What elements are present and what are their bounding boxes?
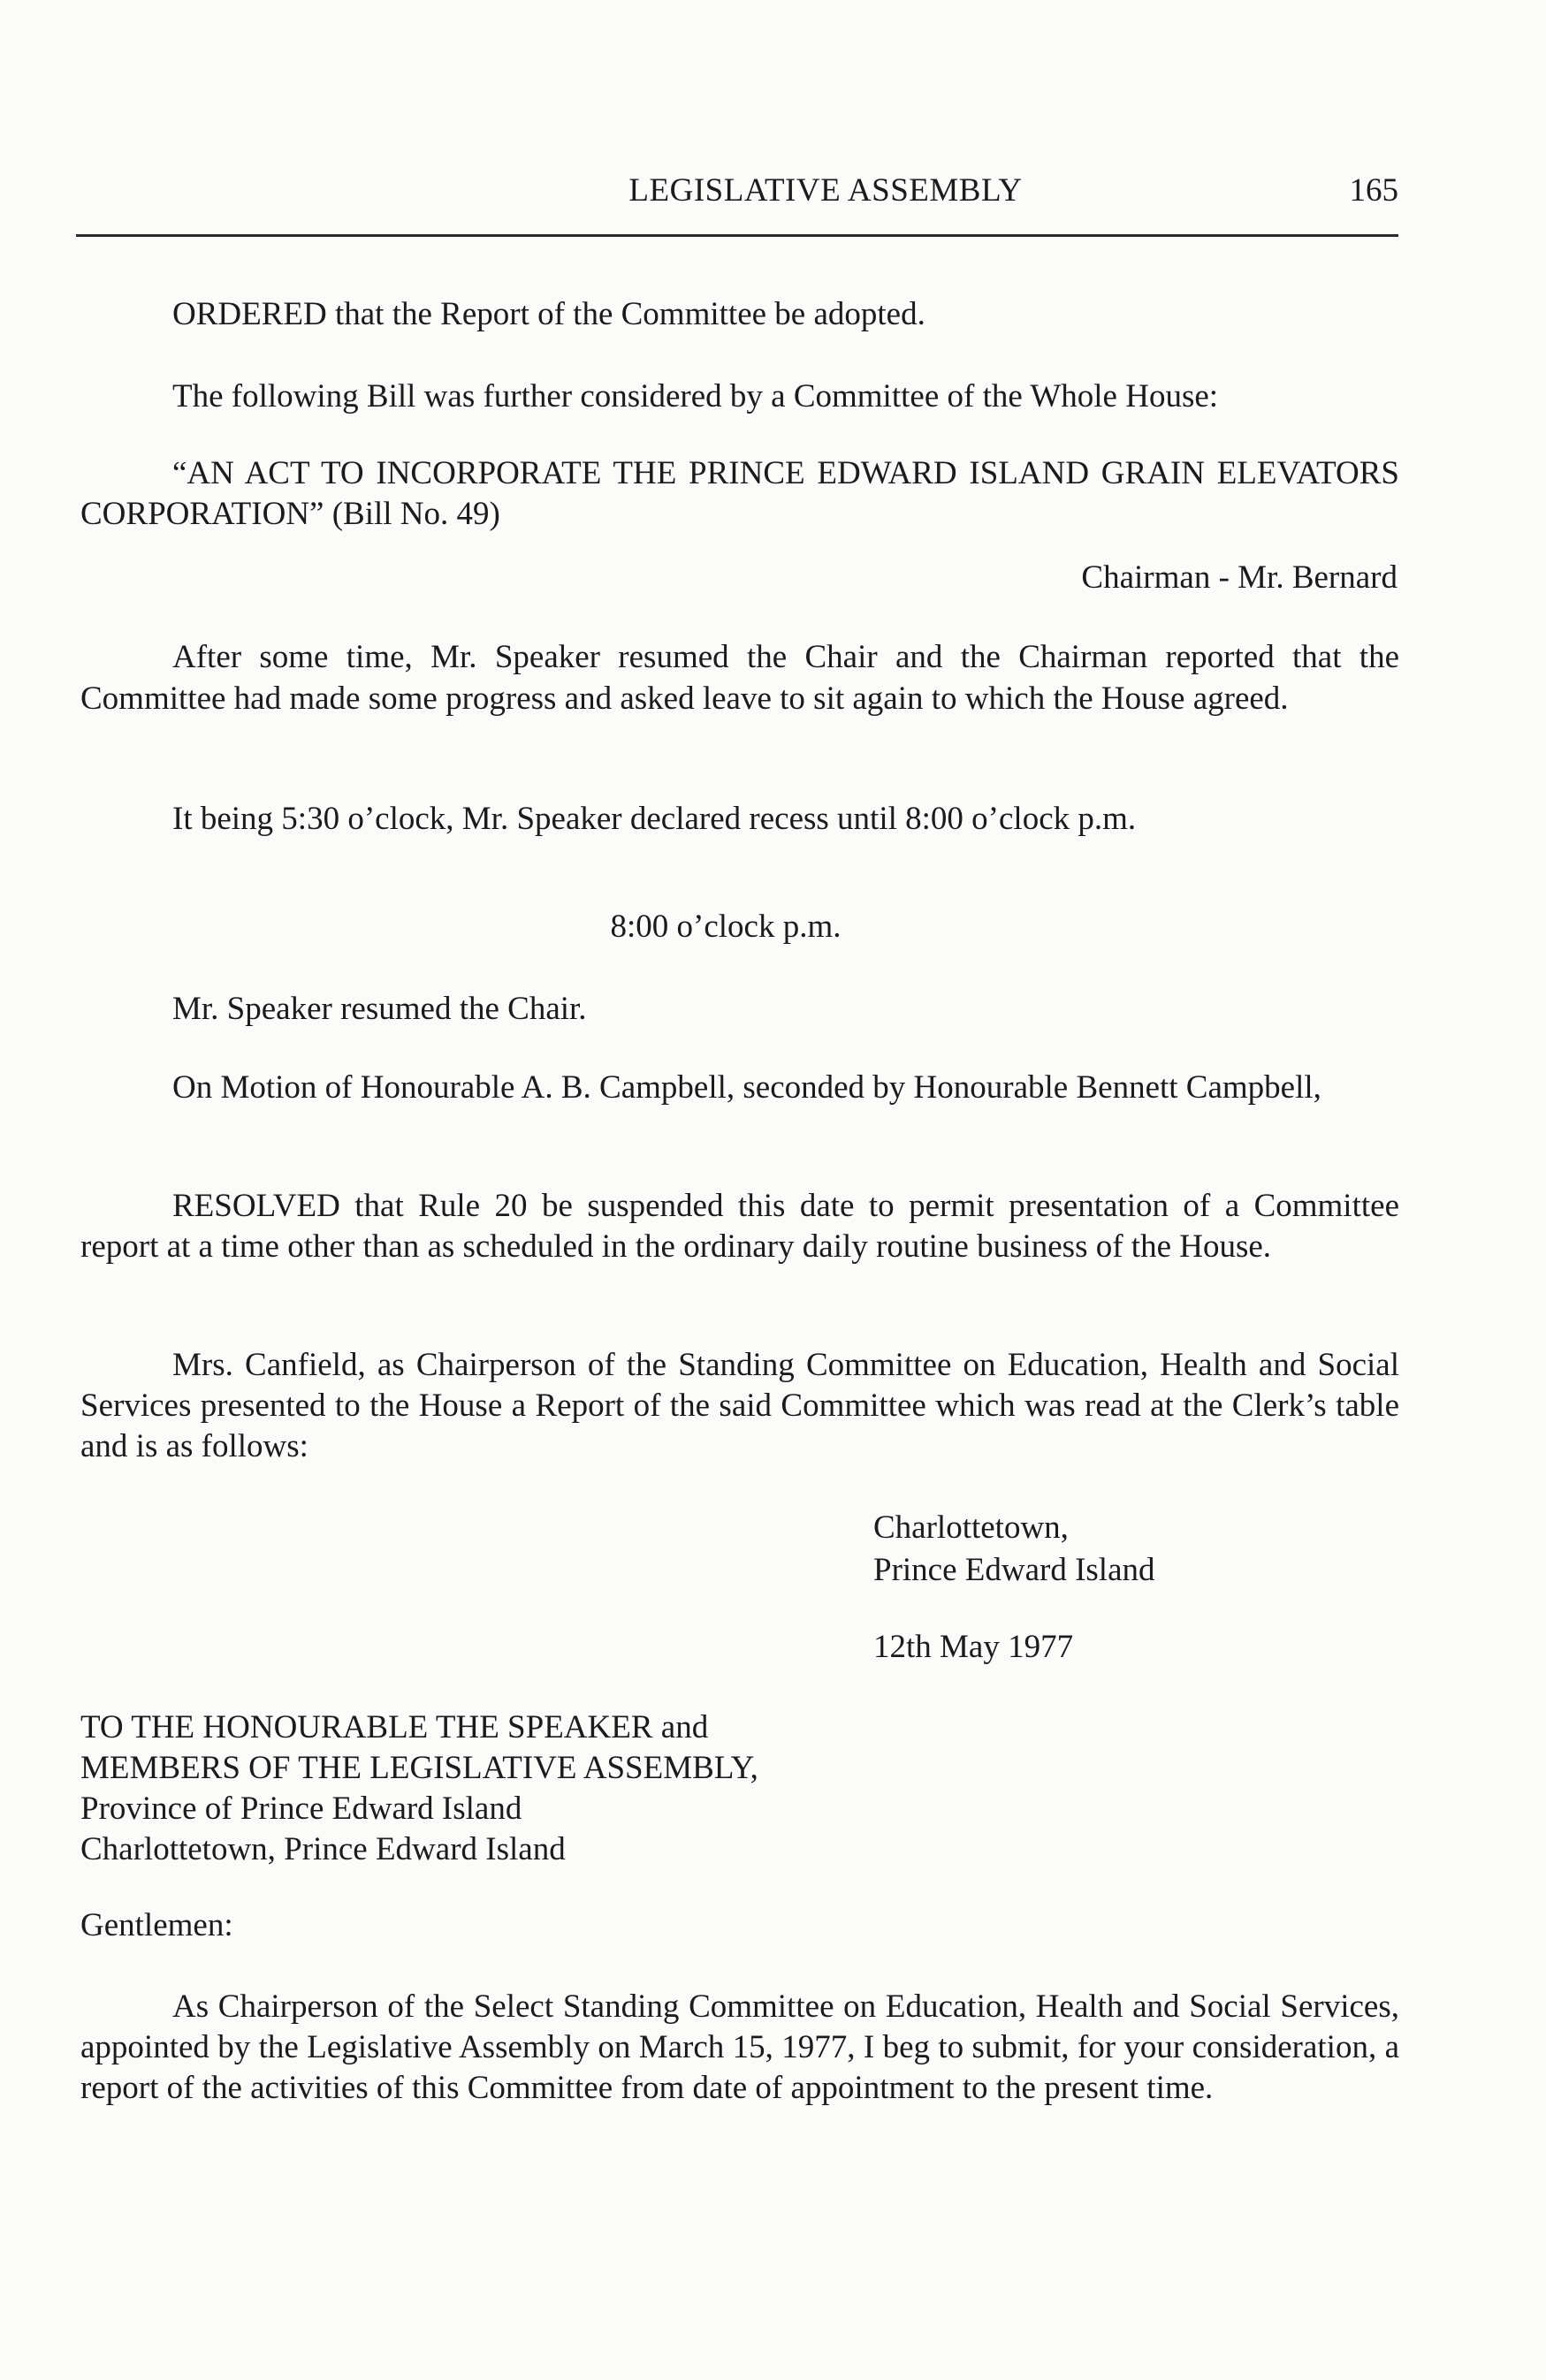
letter-place bbox=[873, 1507, 1155, 1592]
bill-title-paragraph: “AN ACT TO INCORPORATE THE PRINCE EDWARD ISLAND GRAIN ELEVATORS CORPORATION” (Bill No. 49) bbox=[80, 455, 1399, 532]
recess-paragraph: It being 5:30 o’clock, Mr. Speaker declared recess until 8:00 o’clock p.m. bbox=[172, 801, 1137, 837]
addressee-line: MEMBERS OF THE LEGISLATIVE ASSEMBLY, bbox=[80, 1750, 758, 1786]
letter-date: 12th May 1977 bbox=[873, 1629, 1074, 1665]
canfield-paragraph: Mrs. Canfield, as Chairperson of the Standing Committee on Education, Health and Social Services presented to the House a Report of the said Committee which was read at the Clerk’s table and is as follows: bbox=[80, 1347, 1399, 1464]
bill-considered-paragraph: The following Bill was further considered by a Committee of the Whole House: bbox=[172, 378, 1219, 414]
page-header bbox=[76, 168, 1398, 232]
running-title: LEGISLATIVE ASSEMBLY bbox=[628, 172, 1023, 209]
addressee-line: Charlottetown, Prince Edward Island bbox=[80, 1831, 566, 1867]
speaker-resumed-paragraph: Mr. Speaker resumed the Chair. bbox=[172, 991, 587, 1027]
page-number: 165 bbox=[1349, 172, 1398, 209]
letter-addressee bbox=[80, 1707, 1399, 1870]
letter-body-paragraph: As Chairperson of the Select Standing Committee on Education, Health and Social Services, appointed by the Legislative Assembly on March 15, 1977, I beg to submit, for your consideration, a report of the activities of this Committee from date of appointment to the present time. bbox=[80, 1988, 1399, 2106]
letter-place-line: Prince Edward Island bbox=[873, 1552, 1155, 1588]
header-rule bbox=[76, 234, 1398, 237]
committee-report-paragraph: After some time, Mr. Speaker resumed the Chair and the Chairman reported that the Committee had made some progress and asked leave to sit again to which the House agreed. bbox=[80, 639, 1399, 717]
letter-salutation: Gentlemen: bbox=[80, 1907, 233, 1943]
resolved-paragraph: RESOLVED that Rule 20 be suspended this date to permit presentation of a Committee report at a time other than as scheduled in the ordinary daily routine business of the House. bbox=[80, 1188, 1399, 1265]
motion-paragraph: On Motion of Honourable A. B. Campbell, seconded by Honourable Bennett Campbell, bbox=[172, 1069, 1321, 1106]
letter-place-line: Charlottetown, bbox=[873, 1509, 1069, 1546]
addressee-line: TO THE HONOURABLE THE SPEAKER and bbox=[80, 1709, 709, 1745]
ordered-paragraph: ORDERED that the Report of the Committee be adopted. bbox=[172, 296, 925, 332]
addressee-line: Province of Prince Edward Island bbox=[80, 1791, 522, 1827]
chairman-line: Chairman - Mr. Bernard bbox=[1081, 559, 1397, 596]
evening-time-heading: 8:00 o’clock p.m. bbox=[610, 909, 842, 945]
